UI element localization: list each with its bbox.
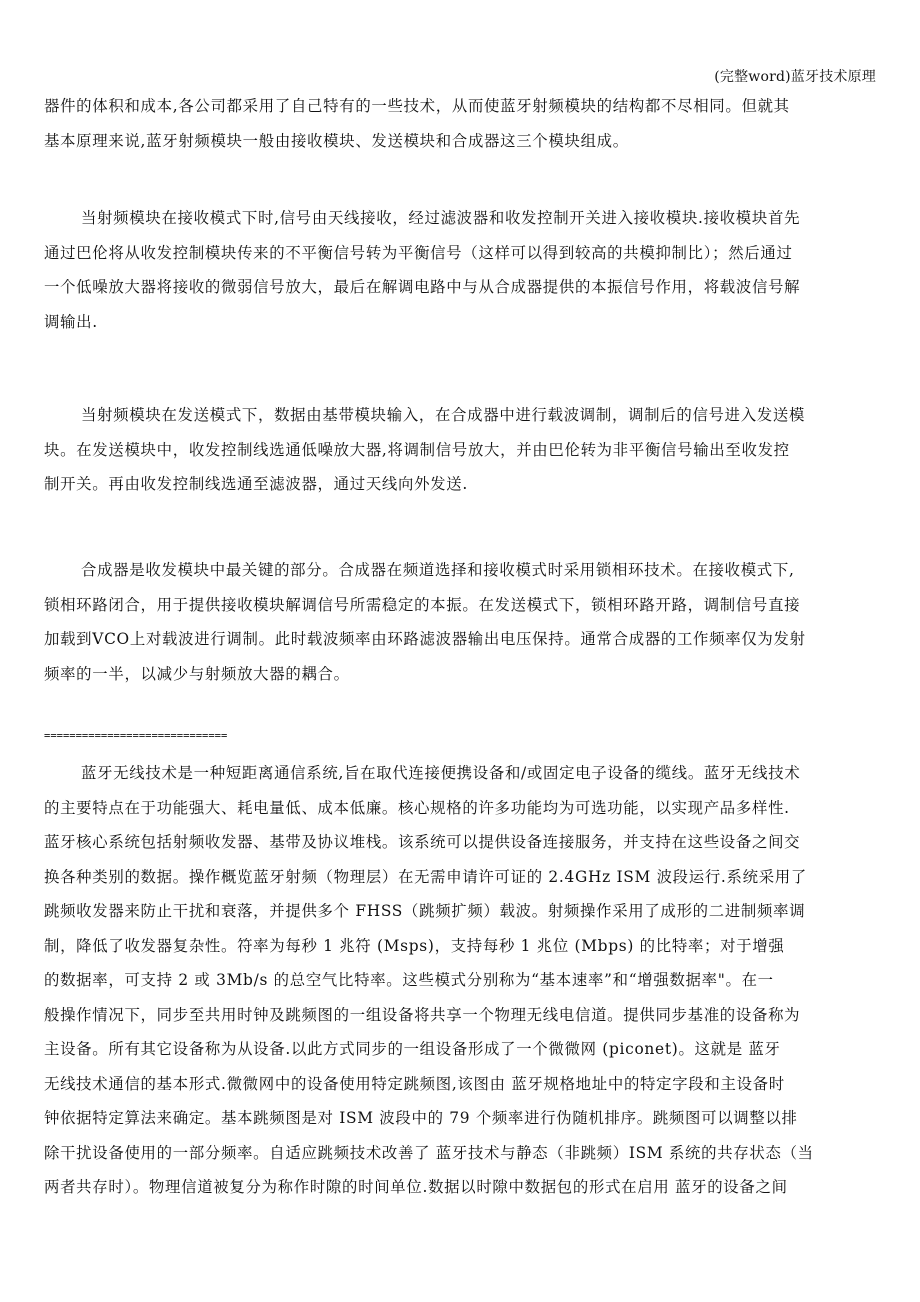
text-line: 制，降低了收发器复杂性。符率为每秒 1 兆符 (Msps)，支持每秒 1 兆位 (Mbps) 的比特率；对于增强 (44, 936, 785, 955)
text-line: 蓝牙核心系统包括射频收发器、基带及协议堆栈。该系统可以提供设备连接服务，并支持在这些设备之间交 (44, 833, 801, 851)
section-divider: ============================= (44, 730, 228, 742)
text-line: 钟依据特定算法来确定。基本跳频图是对 ISM 波段中的 79 个频率进行伪随机排序。跳频图可以调整以排 (44, 1109, 798, 1127)
text-line: 跳频收发器来防止干扰和衰落，并提供多个 FHSS（跳频扩频）载波。射频操作采用了成形的二进制频率调 (44, 902, 806, 920)
text-line: 一个低噪放大器将接收的微弱信号放大，最后在解调电路中与从合成器提供的本振信号作用，将载波信号解 (44, 278, 801, 296)
text-line: 两者共存时）。物理信道被复分为称作时隙的时间单位.数据以时隙中数据包的形式在启用 蓝牙的设备之间 (44, 1178, 788, 1196)
text-line: 锁相环路闭合，用于提供接收模块解调信号所需稳定的本振。在发送模式下，锁相环路开路，调制信号直接 (44, 595, 801, 614)
text-line: 制开关。再由收发控制线选通至滤波器，通过天线向外发送. (44, 475, 468, 493)
paragraph-transmit-mode (44, 398, 878, 502)
text-line: 调输出. (44, 312, 98, 331)
text-line: 基本原理来说,蓝牙射频模块一般由接收模块、发送模块和合成器这三个模块组成。 (44, 131, 629, 150)
text-line: 加载到VCO上对载波进行调制。此时载波频率由环路滤波器输出电压保持。通常合成器的工作频率仅为发射 (44, 630, 806, 648)
text-line: 当射频模块在接收模式下时,信号由天线接收，经过滤波器和收发控制开关进入接收模块.接收模块首先 (81, 209, 801, 227)
paragraph-receive-mode (44, 201, 878, 339)
document-header-title: (完整word)蓝牙技术原理 (714, 69, 876, 85)
text-line: 换各种类别的数据。操作概览蓝牙射频（物理层）在无需申请许可证的 2.4GHz ISM 波段运行.系统采用了 (44, 867, 807, 886)
text-line: 当射频模块在发送模式下，数据由基带模块输入，在合成器中进行载波调制，调制后的信号进入发送模 (81, 406, 806, 424)
text-line: 除干扰设备使用的一部分频率。自适应跳频技术改善了 蓝牙技术与静态（非跳频）ISM 系统的共存状态（当 (44, 1143, 814, 1162)
paragraph-synthesizer (44, 553, 878, 691)
text-line: 合成器是收发模块中最关键的部分。合成器在频道选择和接收模式时采用锁相环技术。在接收模式下, (81, 561, 795, 579)
text-line: 频率的一半，以减少与射频放大器的耦合。 (44, 664, 350, 683)
text-line: 般操作情况下，同步至共用时钟及跳频图的一组设备将共享一个物理无线电信道。提供同步基准的设备称为 (44, 1005, 801, 1024)
text-line: 的主要特点在于功能强大、耗电量低、成本低廉。核心规格的许多功能均为可选功能，以实现产品多样性. (44, 798, 790, 817)
text-line: 块。在发送模块中，收发控制线选通低噪放大器,将调制信号放大，并由巴伦转为非平衡信号输出至收发控 (44, 440, 790, 459)
text-line: 的数据率，可支持 2 或 3Mb/s 的总空气比特率。这些模式分别称为“基本速率”和“增强数据率"。在一 (44, 971, 774, 989)
text-line: 蓝牙无线技术是一种短距离通信系统,旨在取代连接便携设备和/或固定电子设备的缆线。蓝牙无线技术 (81, 764, 801, 782)
text-line: 主设备。所有其它设备称为从设备.以此方式同步的一组设备形成了一个微微网 (piconet)。这就是 蓝牙 (44, 1040, 781, 1058)
paragraph-intro (44, 89, 878, 158)
text-line: 无线技术通信的基本形式.微微网中的设备使用特定跳频图,该图由 蓝牙规格地址中的特定字段和主设备时 (44, 1074, 785, 1093)
paragraph-bluetooth-overview (44, 756, 878, 1205)
text-line: 器件的体积和成本,各公司都采用了自己特有的一些技术，从而使蓝牙射频模块的结构都不尽相同。但就其 (44, 97, 790, 115)
text-line: 通过巴伦将从收发控制模块传来的不平衡信号转为平衡信号（这样可以得到较高的共模抑制比）；然后通过 (44, 243, 793, 262)
